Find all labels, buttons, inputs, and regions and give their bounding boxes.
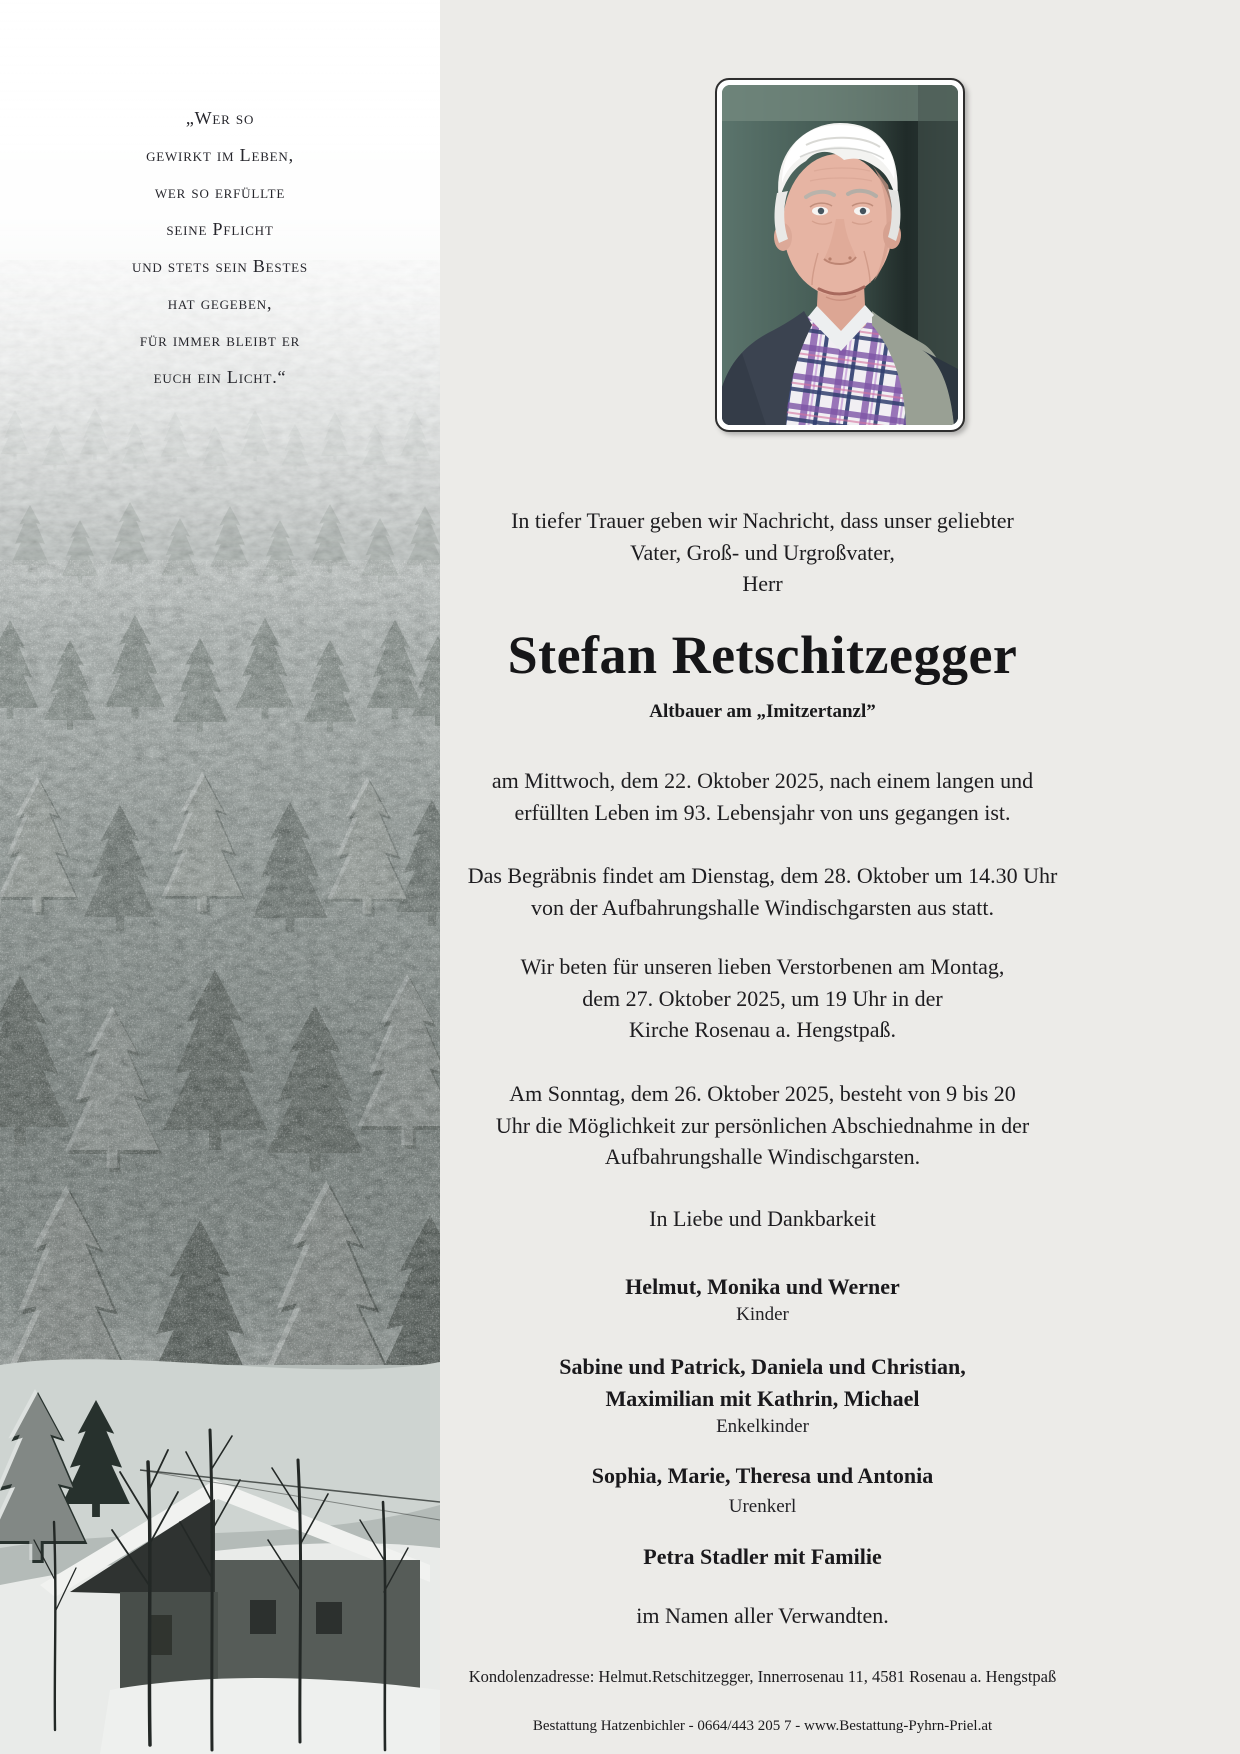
mourner-names (440, 1351, 1085, 1415)
intro-line: In tiefer Trauer geben wir Nachricht, dass unser geliebter (511, 508, 1014, 533)
paragraph-line: Uhr die Möglichkeit zur persönlichen Abschiednahme in der (495, 1112, 1030, 1138)
deceased-subtitle: Altbauer am „Imitzertanzl” (649, 701, 876, 722)
quote-line: wer so erfüllte (154, 182, 286, 202)
paragraph-line: von der Aufbahrungshalle Windischgarsten aus statt. (530, 894, 995, 920)
quote-line: für immer bleibt er (139, 330, 301, 350)
quote-line: „Wer so (185, 108, 255, 128)
mourner-names (440, 1460, 1085, 1492)
farewell-paragraph (440, 1078, 1085, 1173)
mourner-name-line: Sophia, Marie, Theresa und Antonia (591, 1463, 934, 1488)
quote-line: seine Pflicht (166, 219, 274, 239)
funeral-paragraph (440, 860, 1085, 923)
paragraph-line: Kirche Rosenau a. Hengstpaß. (629, 1017, 896, 1042)
condolence-address: Kondolenzadresse: Helmut.Retschitzegger, Innerrosenau 11, 4581 Rosenau a. Hengstpaß (468, 1667, 1057, 1686)
deceased-name: Stefan Retschitzegger (507, 625, 1018, 685)
paragraph-line: Wir beten für unseren lieben Verstorbenen am Montag, (520, 954, 1005, 979)
intro-text (440, 505, 1085, 600)
mourner-name-line: Helmut, Monika und Werner (625, 1274, 900, 1299)
mourner-relation: Kinder (736, 1304, 789, 1325)
paragraph-line: Das Begräbnis findet am Dienstag, dem 28. Oktober um 14.30 Uhr (467, 863, 1058, 888)
mourner-name-line: Maximilian mit Kathrin, Michael (605, 1386, 920, 1411)
intro-line: Vater, Groß- und Urgroßvater, (630, 539, 895, 565)
mourner-name-line: Sabine und Patrick, Daniela und Christian, (559, 1354, 966, 1379)
quote-line: gewirkt im Leben, (146, 145, 294, 165)
quote-line: euch ein Licht.“ (153, 367, 287, 387)
paragraph-line: dem 27. Oktober 2025, um 19 Uhr in der (582, 985, 943, 1011)
mourner-relation: Urenkerl (728, 1496, 797, 1517)
closing-line: In Liebe und Dankbarkeit (649, 1206, 876, 1231)
quote-line: und stets sein Bestes (132, 256, 308, 276)
announcement-column (440, 0, 1085, 1754)
quote-line: hat gegeben, (167, 293, 273, 313)
winter-forest-image (0, 0, 440, 1754)
funeral-home-credit: Bestattung Hatzenbichler - 0664/443 205 7 - www.Bestattung-Pyhrn-Priel.at (532, 1718, 993, 1734)
paragraph-line: erfüllten Leben im 93. Lebensjahr von uns gegangen ist. (514, 799, 1011, 825)
in-name-of-line: im Namen aller Verwandten. (636, 1603, 889, 1628)
prayer-paragraph (440, 951, 1085, 1046)
paragraph-line: am Mittwoch, dem 22. Oktober 2025, nach einem langen und (491, 768, 1034, 793)
intro-line: Herr (742, 571, 783, 596)
mourner-names (440, 1541, 1085, 1573)
mourner-relation: Enkelkinder (716, 1416, 809, 1437)
memorial-quote (50, 100, 390, 396)
mourner-names (440, 1271, 1085, 1303)
death-paragraph (440, 765, 1085, 828)
paragraph-line: Aufbahrungshalle Windischgarsten. (604, 1144, 921, 1169)
mourner-name-line: Petra Stadler mit Familie (643, 1544, 882, 1569)
paragraph-line: Am Sonntag, dem 26. Oktober 2025, besteht von 9 bis 20 (509, 1081, 1016, 1106)
